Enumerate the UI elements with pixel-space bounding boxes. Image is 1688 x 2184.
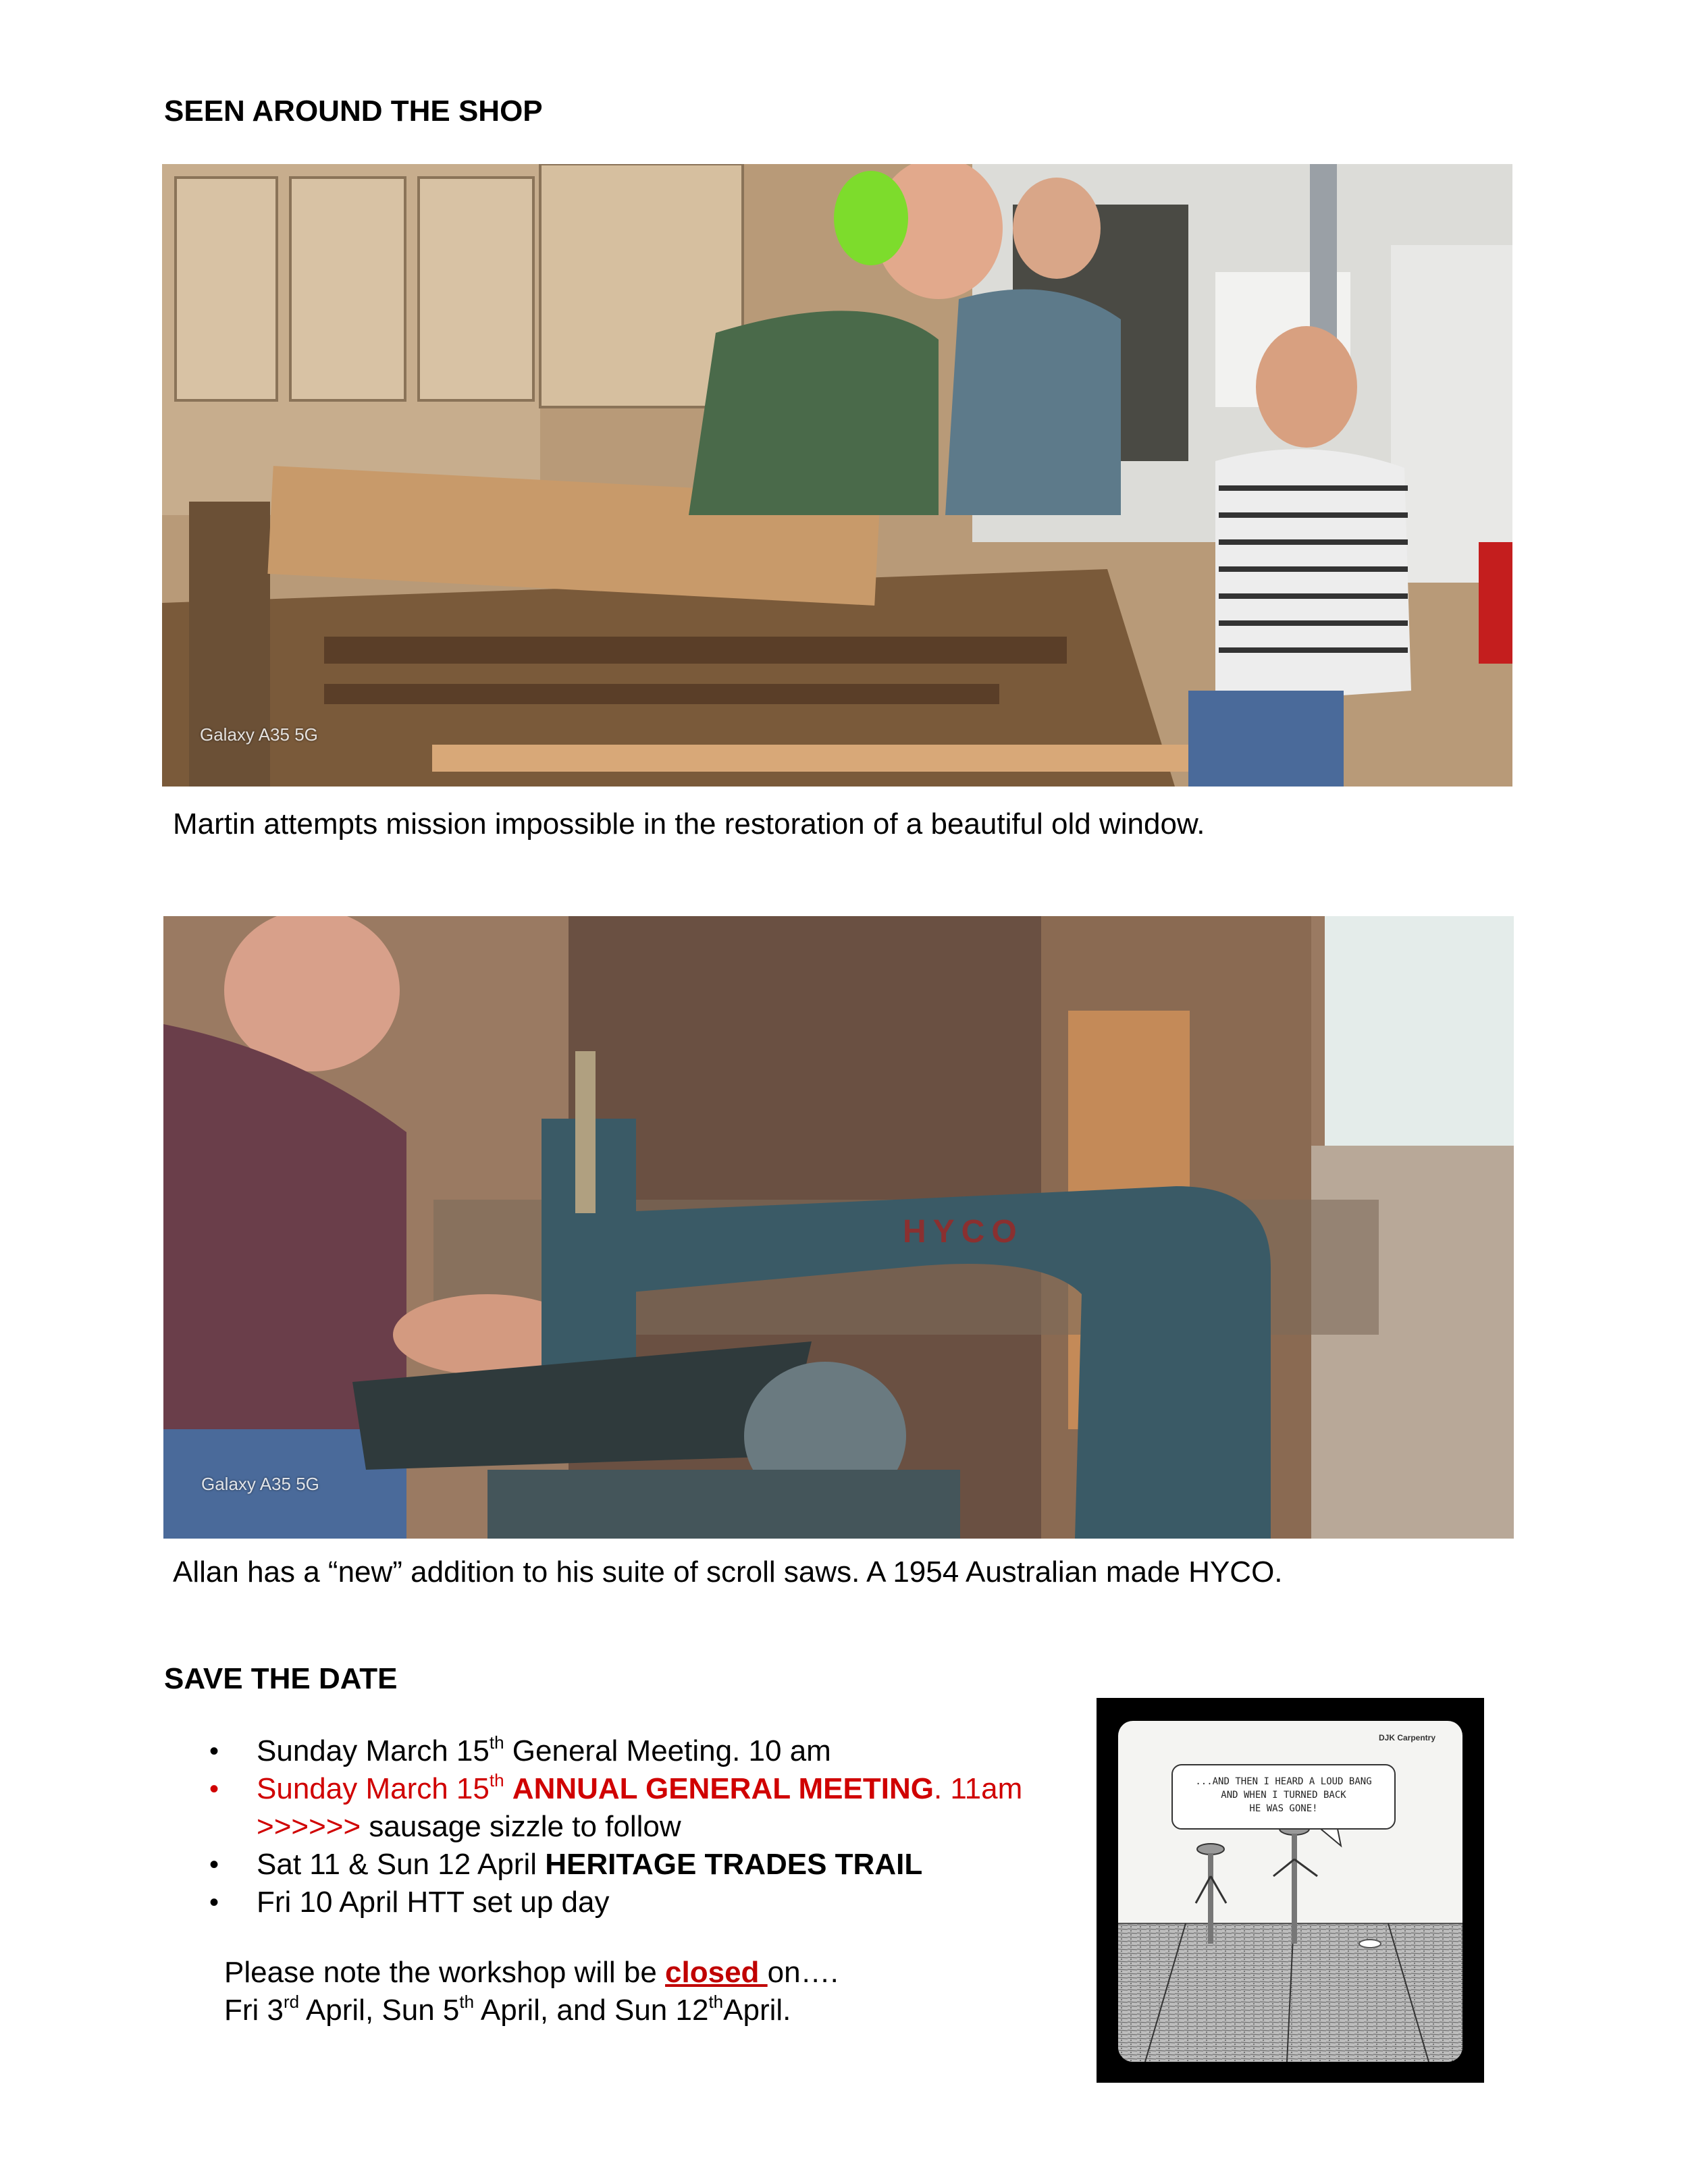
photo2-caption: Allan has a “new” addition to his suite of scroll saws. A 1954 Australian made HYCO. [173,1555,1283,1589]
closure-note: Please note the workshop will be closed on…. Fri 3rd April, Sun 5th April, and Sun 12thApril. [224,1956,839,2027]
bullet-icon: • [209,1850,219,1880]
machine-brand-label: HYCO [903,1214,1024,1250]
bullet-icon: • [209,1888,219,1917]
section-heading-seen-around: SEEN AROUND THE SHOP [164,95,543,128]
bullet-icon: • [209,1736,219,1766]
speech-bubble-text: ...AND THEN I HEARD A LOUD BANG AND WHEN I TURNED BACK HE WAS GONE! [1195,1776,1372,1814]
cartoon-brand: DJK Carpentry [1379,1733,1436,1742]
section-heading-save-the-date: SAVE THE DATE [164,1662,398,1695]
photo1-caption: Martin attempts mission impossible in the restoration of a beautiful old window. [173,807,1205,841]
list-item: • Fri 10 April HTT set up day [203,1884,1101,1921]
list-item: • Sunday March 15th General Meeting. 10 am [203,1732,1101,1770]
dates-list [203,1732,1101,1921]
camera-watermark: Galaxy A35 5G [200,724,318,745]
cartoon-panel [1118,1721,1462,2062]
workshop-window-restoration-photo [162,164,1512,787]
list-item-agm: • Sunday March 15th ANNUAL GENERAL MEETING. 11am >>>>>> sausage sizzle to follow [209,1770,1023,1843]
scroll-saw-photo [163,916,1514,1539]
camera-watermark: Galaxy A35 5G [201,1474,319,1494]
list-item: • Sat 11 & Sun 12 April HERITAGE TRADES TRAIL [203,1846,1101,1884]
nails-cartoon [1097,1698,1484,2083]
bullet-icon: • [209,1774,219,1804]
